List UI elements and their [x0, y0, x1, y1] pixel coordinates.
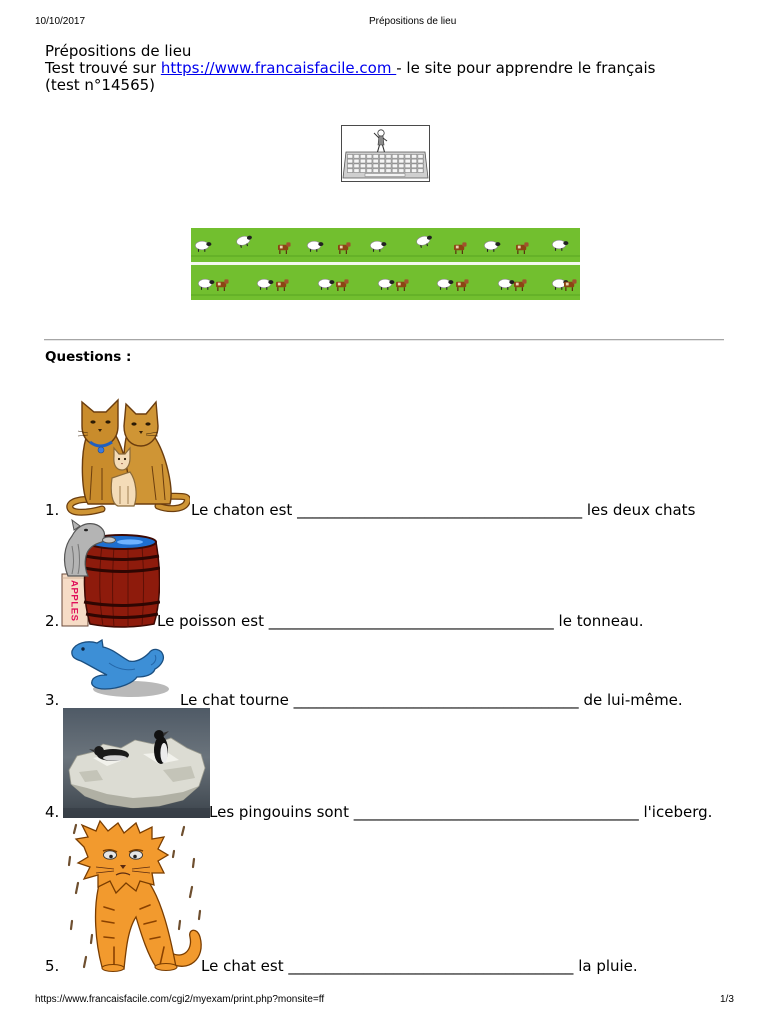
blue-cat — [72, 640, 164, 689]
question-ending: la pluie. — [578, 957, 638, 975]
question-number: 2. — [45, 612, 60, 630]
keyboard — [343, 152, 428, 178]
source-line — [45, 60, 655, 77]
questions-heading: Questions : — [45, 349, 132, 365]
question-5-text — [201, 958, 638, 975]
question-stem: Les pingouins sont — [209, 803, 349, 821]
answer-blank: ______________________________________ — [288, 957, 574, 975]
question-4-text — [209, 804, 712, 821]
orange-cat — [76, 821, 201, 972]
answer-blank: ______________________________________ — [353, 803, 639, 821]
source-prefix: Test trouvé sur — [45, 59, 161, 77]
print-header-title: Prépositions de lieu — [369, 16, 457, 27]
horizontal-rule — [44, 339, 724, 341]
source-suffix: - le site pour apprendre le français — [396, 59, 656, 77]
question-3-text — [180, 692, 683, 709]
question-1-text — [191, 502, 695, 519]
barrel — [84, 535, 160, 627]
wet-cat-illustration — [66, 817, 206, 974]
answer-blank: ______________________________________ — [297, 501, 583, 519]
question-stem: Le chat tourne — [180, 691, 289, 709]
intro-block — [45, 43, 655, 94]
question-number: 1. — [45, 501, 60, 519]
cats-illustration — [66, 396, 190, 516]
question-ending: le tonneau. — [558, 612, 644, 630]
penguins-photo — [63, 708, 210, 818]
page-title: Prépositions de lieu — [45, 42, 192, 60]
barrel-illustration — [58, 516, 160, 628]
question-number: 5. — [45, 957, 60, 975]
question-number: 3. — [45, 691, 60, 709]
sheep-banner — [191, 228, 580, 300]
question-ending: les deux chats — [586, 501, 696, 519]
crate-label: APPLES — [68, 580, 80, 622]
answer-blank: ______________________________________ — [293, 691, 579, 709]
cat-paw — [103, 537, 116, 543]
question-stem: Le chaton est — [191, 501, 293, 519]
answer-blank: ______________________________________ — [268, 612, 554, 630]
print-footer-page-number: 1/3 — [720, 994, 734, 1005]
question-stem: Le poisson est — [157, 612, 264, 630]
cat-head — [76, 821, 168, 893]
print-header-date: 10/10/2017 — [35, 16, 86, 27]
keyboard-image — [341, 125, 430, 182]
print-footer-url: https://www.francaisfacile.com/cgi2/myexam/print.php?monsite=ff — [35, 994, 325, 1005]
question-stem: Le chat est — [201, 957, 284, 975]
blue-cat-illustration — [69, 639, 172, 700]
banner-divider — [191, 262, 580, 265]
test-number: (test n°14565) — [45, 76, 156, 94]
question-number: 4. — [45, 803, 60, 821]
site-link[interactable]: https://www.francaisfacile.com — [160, 59, 397, 77]
question-2-text — [157, 613, 643, 630]
question-ending: de lui-même. — [583, 691, 683, 709]
question-ending: l'iceberg. — [643, 803, 713, 821]
